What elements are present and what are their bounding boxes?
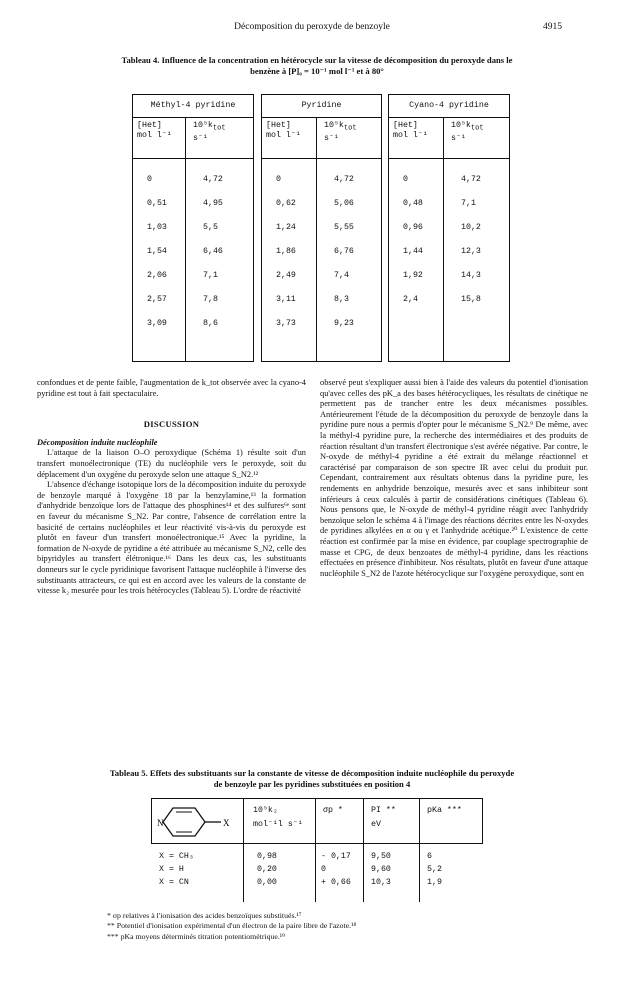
table4-cell-k: 5,55 bbox=[334, 223, 354, 232]
table5-caption-line2: de benzoyle par les pyridines substituées en position 4 bbox=[213, 779, 411, 789]
right-column bbox=[320, 378, 588, 579]
table5-cell-x: X = CN bbox=[159, 878, 189, 887]
table5-cell-x: X = CH₃ bbox=[159, 852, 194, 861]
table4-header-k-unit: s⁻¹ bbox=[193, 133, 208, 143]
footnote: *** pKa moyens déterminés titration potentiométrique.¹⁹ bbox=[107, 931, 285, 941]
table4-header-het-unit: mol l⁻¹ bbox=[137, 131, 172, 140]
table4-cell-conc: 1,54 bbox=[147, 247, 167, 256]
table5-cell-x: X = H bbox=[159, 865, 184, 874]
section-heading: DISCUSSION bbox=[143, 419, 200, 430]
table5-divider bbox=[419, 798, 420, 902]
table4-cell-conc: 0,96 bbox=[403, 223, 423, 232]
table4-cell-conc: 1,44 bbox=[403, 247, 423, 256]
table4-group bbox=[132, 94, 254, 362]
table5-cell-pka: 6 bbox=[427, 852, 432, 861]
table5-header-sigma: σp * bbox=[323, 806, 343, 815]
ring-n-label: N bbox=[157, 818, 164, 828]
table4-cell-k: 7,4 bbox=[334, 271, 349, 280]
table4-cell-k: 6,76 bbox=[334, 247, 354, 256]
table4-header-k-unit: s⁻¹ bbox=[451, 133, 466, 143]
table4-cell-k: 6,46 bbox=[203, 247, 223, 256]
table4-cell-conc: 0 bbox=[276, 175, 281, 184]
table4-cell-conc: 1,86 bbox=[276, 247, 296, 256]
table4-header-het-label: [Het] bbox=[137, 121, 162, 130]
table4-cell-conc: 1,03 bbox=[147, 223, 167, 232]
table4-column-divider bbox=[316, 117, 317, 361]
table5-divider bbox=[315, 798, 316, 902]
table4-cell-k: 9,23 bbox=[334, 319, 354, 328]
table4-header-k-sub: tot bbox=[212, 124, 226, 133]
table5-cell-sigma: - 0,17 bbox=[321, 852, 351, 861]
table4-header-rule bbox=[133, 158, 253, 159]
table4-header-k bbox=[324, 121, 357, 144]
table4-cell-conc: 1,24 bbox=[276, 223, 296, 232]
table4-cell-conc: 2,06 bbox=[147, 271, 167, 280]
table4-cell-k: 10,2 bbox=[461, 223, 481, 232]
table5-cell-sigma: 0 bbox=[321, 865, 326, 874]
table4-cell-conc: 3,11 bbox=[276, 295, 296, 304]
table4-header-k-label: 10⁵k bbox=[193, 121, 213, 130]
table4-header-k-sub: tot bbox=[343, 124, 357, 133]
table4-header-k-label: 10⁵k bbox=[451, 121, 471, 130]
table4-header-het bbox=[137, 121, 172, 141]
table4-group bbox=[261, 94, 382, 362]
table4-cell-k: 7,1 bbox=[461, 199, 476, 208]
table5-header-pi: PI ** bbox=[371, 806, 396, 815]
table4-group-title: Pyridine bbox=[262, 95, 381, 118]
table4-header-k-label: 10⁵k bbox=[324, 121, 344, 130]
left-paragraph-2: L'absence d'échange isotopique lors de la décomposition induite du peroxyde de benzoyle marqué à l'oxygène 18 par la benzylamine,¹³ la formation d'anhydride benzoïque lors de l'attaque des phosphines¹⁴ et des sulfures⁶ᵉ sont en faveur du mécanisme S_N2. Par contre, l'absence de corrélation entre la basicité de certains nucléophiles et leur réactivité vis-à-vis du peroxyde est plutôt en faveur d'un transfert monoélectronique.¹⁵ Avec la pyridine, la formation de N-oxyde de pyridine a été attribuée au mécanisme S_N2, celle des bipyridyles au transfert élétronique.¹⁶ Dans les deux cas, les substituants donneurs sur le cycle pyridinique favorisent l'attaque nucléophile à l'inverse des substituants attracteurs, ce qui est en accord avec les valeurs de la constante de vitesse k₂ mesurée pour les trois hétérocycles (Tableau 5). L'ordre de réactivité bbox=[37, 480, 306, 596]
table5-cell-pka: 5,2 bbox=[427, 865, 442, 874]
table4-caption bbox=[70, 55, 564, 77]
table4-cell-conc: 2,49 bbox=[276, 271, 296, 280]
table5-cell-k2: 0,00 bbox=[257, 878, 277, 887]
table4-cell-k: 15,8 bbox=[461, 295, 481, 304]
table4-cell-k: 4,72 bbox=[203, 175, 223, 184]
table4-cell-k: 4,95 bbox=[203, 199, 223, 208]
table5-header-pi-unit: eV bbox=[371, 820, 381, 829]
table4-group bbox=[388, 94, 510, 362]
table4-group-title: Méthyl-4 pyridine bbox=[133, 95, 253, 118]
table4-header-het-unit: mol l⁻¹ bbox=[266, 131, 301, 140]
table5-cell-k2: 0,20 bbox=[257, 865, 277, 874]
table4-caption-line2: benzène à [P]₀ = 10⁻¹ mol l⁻¹ et à 80° bbox=[250, 66, 384, 76]
table4-cell-conc: 2,57 bbox=[147, 295, 167, 304]
table4-header-het bbox=[393, 121, 428, 141]
table4-cell-k: 5,06 bbox=[334, 199, 354, 208]
table4-header-het-label: [Het] bbox=[393, 121, 418, 130]
table4-header-k bbox=[193, 121, 226, 144]
running-header bbox=[62, 22, 562, 36]
table4-cell-k: 4,72 bbox=[334, 175, 354, 184]
table5-caption bbox=[70, 768, 554, 790]
table4-column-divider bbox=[443, 117, 444, 361]
table4-caption-line1: Tableau 4. Influence de la concentration en hétérocycle sur la vitesse de décomposition du peroxyde dans le bbox=[121, 55, 513, 65]
table4-header-k-unit: s⁻¹ bbox=[324, 133, 339, 143]
table4-cell-conc: 2,4 bbox=[403, 295, 418, 304]
table4-header-het-label: [Het] bbox=[266, 121, 291, 130]
table5-caption-line1: Tableau 5. Effets des substituants sur la constante de vitesse de décomposition induite nucléophile du peroxyde bbox=[109, 768, 515, 778]
table4-cell-k: 7,1 bbox=[203, 271, 218, 280]
subsection-heading: Décomposition induite nucléophile bbox=[37, 437, 158, 447]
table4-column-divider bbox=[185, 117, 186, 361]
table4-cell-k: 8,3 bbox=[334, 295, 349, 304]
table5-cell-pi: 9,60 bbox=[371, 865, 391, 874]
table4-cell-conc: 3,09 bbox=[147, 319, 167, 328]
table4-cell-conc: 0,48 bbox=[403, 199, 423, 208]
table5-cell-k2: 0,98 bbox=[257, 852, 277, 861]
table4-header-k-sub: tot bbox=[470, 124, 484, 133]
page-number: 4915 bbox=[543, 22, 562, 32]
table5-cell-pka: 1,9 bbox=[427, 878, 442, 887]
left-paragraph-1: L'attaque de la liaison O–O peroxydique (Schéma 1) résulte soit d'un transfert monoélectronique (TE) du nucléophile vers le peroxyde, soit du déplacement d'un oxygène du peroxyde selon une attaque S_N2.¹² bbox=[37, 448, 306, 479]
table4-header-het bbox=[266, 121, 301, 141]
table4-cell-k: 14,3 bbox=[461, 271, 481, 280]
footnote: * σp relatives à l'ionisation des acides benzoïques substitués.¹⁷ bbox=[107, 911, 302, 920]
table4-cell-conc: 3,73 bbox=[276, 319, 296, 328]
table5-header-k2-unit: mol⁻¹l s⁻¹ bbox=[253, 820, 303, 829]
ring-x-label: X bbox=[223, 818, 230, 828]
left-column bbox=[37, 378, 306, 597]
table5-cell-pi: 10,3 bbox=[371, 878, 391, 887]
running-title: Décomposition du peroxyde de benzoyle bbox=[234, 22, 390, 32]
table5-header-pka: pKa *** bbox=[427, 806, 462, 815]
footnote: ** Potentiel d'ionisation expérimental d'un électron de la paire libre de l'azote.¹⁸ bbox=[107, 921, 357, 931]
table4-cell-k: 7,8 bbox=[203, 295, 218, 304]
table4-cell-conc: 0 bbox=[403, 175, 408, 184]
table5-divider bbox=[363, 798, 364, 902]
table4-header-rule bbox=[262, 158, 381, 159]
table5-cell-pi: 9,50 bbox=[371, 852, 391, 861]
table4-header-k bbox=[451, 121, 484, 144]
table4-cell-k: 8,6 bbox=[203, 319, 218, 328]
table4-cell-k: 12,3 bbox=[461, 247, 481, 256]
table4-cell-k: 5,5 bbox=[203, 223, 218, 232]
table4-header-het-unit: mol l⁻¹ bbox=[393, 131, 428, 140]
table4 bbox=[132, 94, 510, 362]
table4-cell-conc: 0,51 bbox=[147, 199, 167, 208]
table5-footnotes bbox=[107, 911, 547, 942]
table4-group-title: Cyano-4 pyridine bbox=[389, 95, 509, 118]
table5-header-k2: 10⁵k₂ bbox=[253, 806, 278, 815]
table4-cell-conc: 0 bbox=[147, 175, 152, 184]
table5-divider bbox=[243, 798, 244, 902]
table5 bbox=[151, 798, 483, 902]
table4-header-rule bbox=[389, 158, 509, 159]
table4-cell-conc: 1,92 bbox=[403, 271, 423, 280]
table5-cell-sigma: + 0,66 bbox=[321, 878, 351, 887]
table4-cell-k: 4,72 bbox=[461, 175, 481, 184]
left-intro-paragraph: confondues et de pente faible, l'augmentation de k_tot observée avec la cyano-4 pyridine est tout à fait spectaculaire. bbox=[37, 378, 306, 398]
right-paragraph-1: observé peut s'expliquer aussi bien à l'aide des valeurs du potentiel d'ionisation qu'avec celles des pK_a des bases hétérocycliques, les résultats de cinétique ne permettent pas de trancher entre les deux mécanismes possibles. Antérieurement l'étude de la décomposition du peroxyde de benzoyle dans la pyridine pure nous a permis d'opter pour le mécanisme S_N2.⁹ De même, avec la méthyl-4 pyridine pure, la recherche des intermédiaires et des produits de réaction résultant d'un transfert électronique s'est avérée négative. Par contre, le N-oxyde de méthyl-4 pyridine a été extrait du mélange réactionnel et caractérisé par comparaison de son spectre IR avec celui du produit pur. Cependant, contrairement aux résultats obtenus dans la pyridine pure, les rendements en anhydride benzoïque, mesurés avec et sans inhibiteur sont inférieurs à ceux calculés à partir de considérations cinétiques (Tableau 6). Nous pensons que, le N-oxyde de méthyl-4 pyridine réagit avec l'anhydridy benzoïque selon le schéma 4 à l'image des réactions décrites entre les N-oxydes de pyridines alkylées en α ou γ et l'anhydride acétique.²⁰ L'existence de cette réaction est confirmée par la mise en évidence, par couplage spectrographie de masse et CPG, de deux benzoates de méthyl-4 pyridine, dans les réactions effectuées en présence d'inhibiteur. Nos résultats, plutôt en faveur d'une attaque nucléophile S_N2 de l'azote hétérocyclique sur l'oxygène peroxydique, sont en bbox=[320, 378, 588, 578]
table4-cell-conc: 0,62 bbox=[276, 199, 296, 208]
pyridine-ring-icon bbox=[155, 804, 239, 840]
